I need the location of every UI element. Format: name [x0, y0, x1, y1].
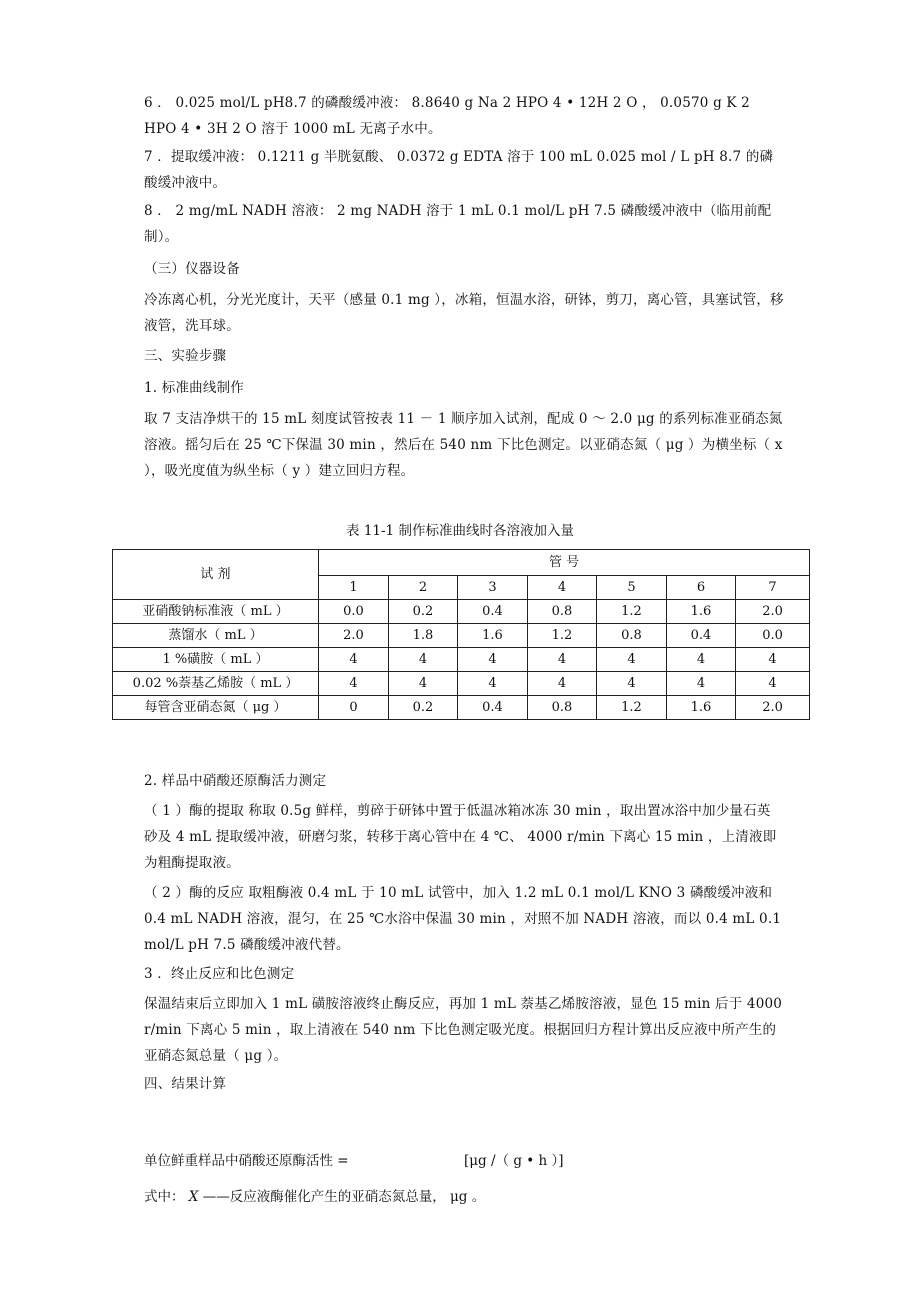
table-cell: 2.0 — [736, 600, 810, 624]
table-cell: 4 — [528, 672, 597, 696]
paragraph-equipment: 冷冻离心机，分光光度计，天平（感量 0.1 mg ），冰箱，恒温水浴，研钵，剪刀，离心管，具塞试管，移液管，洗耳球。 — [144, 292, 784, 334]
table-caption: 表 11-1 制作标准曲线时各溶液加入量 — [346, 523, 574, 539]
table-cell: 0.4 — [667, 624, 736, 648]
table-cell: 0.8 — [528, 696, 597, 720]
tube-number: 4 — [528, 576, 597, 600]
table-cell: 0.2 — [389, 600, 458, 624]
table-cell: 0.8 — [528, 600, 597, 624]
tube-number: 1 — [319, 576, 389, 600]
table-cell: 4 — [736, 672, 810, 696]
table-cell: 4 — [667, 648, 736, 672]
table-cell: 4 — [597, 648, 667, 672]
table-cell: 2.0 — [736, 696, 810, 720]
formula-unit: [μg /（ g • h ）] — [464, 1153, 564, 1169]
part-heading-results: 四、结果计算 — [144, 1076, 227, 1092]
paragraph-step-2-reaction: （ 2 ）酶的反应 取粗酶液 0.4 mL 于 10 mL 试管中，加入 1.2 mL 0.1 mol/L KNO 3 磷酸缓冲液和 0.4 mL NADH 溶液，混匀，在 25 ℃水浴中保温 30 min ，对照不加 NADH 溶液，而以 0.4 mL 0.1 mol/L pH 7.5 磷酸缓冲液代替。 — [144, 885, 782, 953]
row-label: 蒸馏水（ mL ） — [113, 624, 319, 648]
table-row — [113, 672, 810, 696]
row-label: 每管含亚硝态氮（ μg ） — [113, 696, 319, 720]
table-cell: 1.8 — [389, 624, 458, 648]
table-cell: 0.0 — [736, 624, 810, 648]
table-cell: 0.8 — [597, 624, 667, 648]
table-cell: 0.2 — [389, 696, 458, 720]
paragraph-step-1: 取 7 支洁净烘干的 15 mL 刻度试管按表 11 － 1 顺序加入试剂，配成 0 ～ 2.0 μg 的系列标准亚硝态氮溶液。摇匀后在 25 ℃下保温 30 min ，然后在 540 nm 下比色测定。以亚硝态氮（ μg ）为横坐标（ x ），吸光度值为纵坐标（ y ）建立回归方程。 — [144, 411, 783, 479]
part-heading-procedure: 三、实验步骤 — [144, 348, 227, 364]
tube-number: 5 — [597, 576, 667, 600]
row-label: 0.02 %萘基乙烯胺（ mL ） — [113, 672, 319, 696]
table-cell: 1.2 — [528, 624, 597, 648]
table-cell: 4 — [389, 672, 458, 696]
table-cell: 4 — [458, 672, 528, 696]
table-cell: 4 — [389, 648, 458, 672]
table-cell: 0 — [319, 696, 389, 720]
tube-number: 7 — [736, 576, 810, 600]
paragraph-item-8: 8 ． 2 mg/mL NADH 溶液： 2 mg NADH 溶于 1 mL 0.1 mol/L pH 7.5 磷酸缓冲液中（临用前配制）。 — [144, 203, 772, 245]
table-cell: 1.2 — [597, 696, 667, 720]
tube-number-header: 管 号 — [319, 550, 810, 576]
table-cell: 1.6 — [667, 696, 736, 720]
table-cell: 0.4 — [458, 600, 528, 624]
tube-number: 2 — [389, 576, 458, 600]
table-cell: 4 — [667, 672, 736, 696]
table-cell: 4 — [736, 648, 810, 672]
table-cell: 4 — [528, 648, 597, 672]
table-cell: 2.0 — [319, 624, 389, 648]
step-heading-2: 2. 样品中硝酸还原酶活力测定 — [144, 773, 327, 789]
table-cell: 4 — [597, 672, 667, 696]
table-cell: 1.2 — [597, 600, 667, 624]
table-row — [113, 696, 810, 720]
paragraph-item-7: 7 ．提取缓冲液： 0.1211 g 半胱氨酸、 0.0372 g EDTA 溶于 100 mL 0.025 mol / L pH 8.7 的磷酸缓冲液中。 — [144, 149, 774, 191]
standard-curve-table — [112, 549, 810, 720]
paragraph-step-2-extraction: （ 1 ）酶的提取 称取 0.5g 鲜样，剪碎于研钵中置于低温冰箱冰冻 30 min ，取出置冰浴中加少量石英砂及 4 mL 提取缓冲液，研磨匀浆，转移于离心管中在 4 ℃、 4000 r/min 下离心 15 min ，上清液即为粗酶提取液。 — [144, 803, 777, 871]
table-cell: 4 — [319, 672, 389, 696]
tube-number: 3 — [458, 576, 528, 600]
step-heading-1: 1. 标准曲线制作 — [144, 380, 244, 396]
table-cell: 1.6 — [458, 624, 528, 648]
table-row — [113, 648, 810, 672]
note-text: ——反应液酶催化产生的亚硝态氮总量， μg 。 — [202, 1189, 486, 1205]
activity-formula — [144, 1148, 824, 1174]
row-label: 亚硝酸钠标准液（ mL ） — [113, 600, 319, 624]
table-cell: 4 — [319, 648, 389, 672]
formula-note — [144, 1184, 824, 1210]
section-heading-equipment: （三）仪器设备 — [144, 261, 240, 277]
table-row — [113, 624, 810, 648]
table-row — [113, 600, 810, 624]
row-label: 1 %磺胺（ mL ） — [113, 648, 319, 672]
note-prefix: 式中： — [144, 1189, 185, 1205]
paragraph-step-3: 保温结束后立即加入 1 mL 磺胺溶液终止酶反应，再加 1 mL 萘基乙烯胺溶液，显色 15 min 后于 4000 r/min 下离心 5 min ，取上清液在 540 nm 下比色测定吸光度。根据回归方程计算出反应液中所产生的亚硝态氮总量（ μg ）。 — [144, 996, 783, 1064]
note-variable: X — [188, 1189, 199, 1205]
table-cell: 0.4 — [458, 696, 528, 720]
table-cell: 1.6 — [667, 600, 736, 624]
formula-label: 单位鲜重样品中硝酸还原酶活性 = — [144, 1153, 349, 1169]
table-cell: 0.0 — [319, 600, 389, 624]
tube-number: 6 — [667, 576, 736, 600]
step-heading-3: 3 ．终止反应和比色测定 — [144, 966, 295, 982]
paragraph-item-6: 6 ． 0.025 mol/L pH8.7 的磷酸缓冲液： 8.8640 g Na 2 HPO 4 • 12H 2 O ， 0.0570 g K 2 HPO 4 • 3H 2 O 溶于 1000 mL 无离子水中。 — [144, 95, 750, 137]
table-cell: 4 — [458, 648, 528, 672]
reagent-header: 试 剂 — [113, 550, 319, 600]
